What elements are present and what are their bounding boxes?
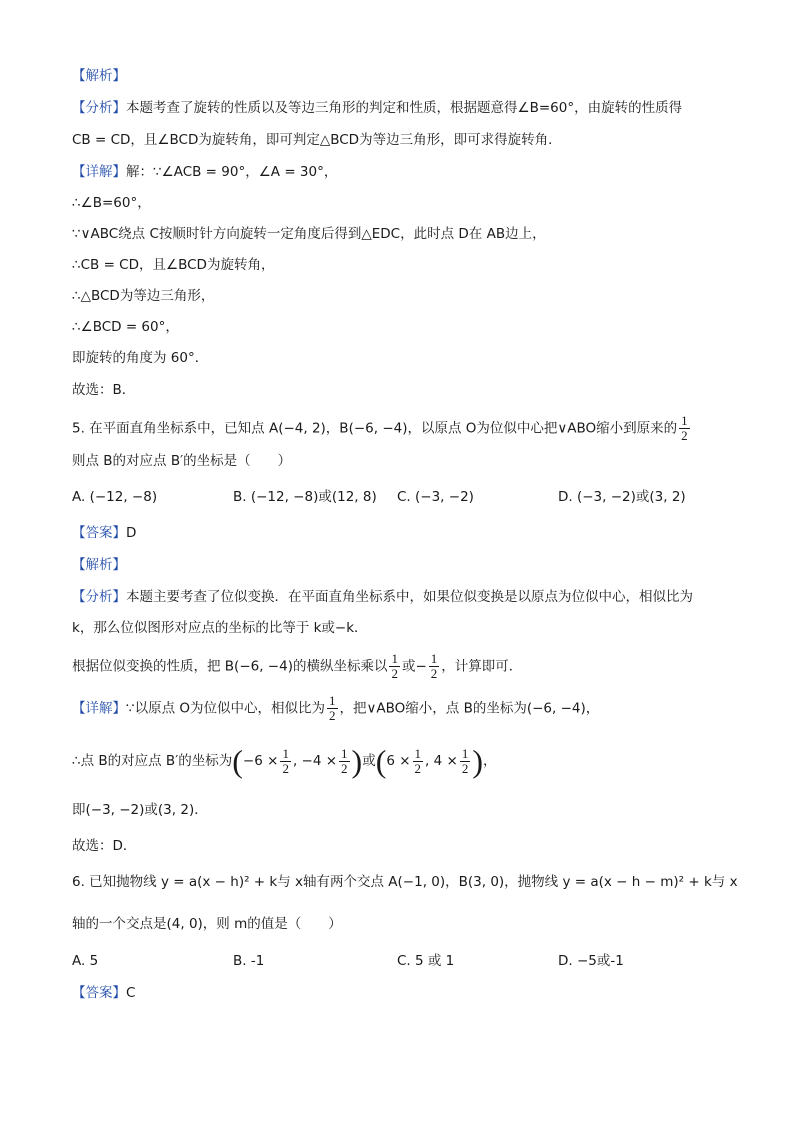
q4-detail-text-1: 解：∵∠ACB = 90°，∠A = 30°，	[126, 164, 338, 180]
q6-option-c[interactable]: C. 5 或 1	[397, 953, 455, 969]
q6-option-b[interactable]: B. -1	[233, 953, 265, 969]
q5-analysis-text-1: 本题主要考查了位似变换．在平面直角坐标系中，如果位似变换是以原点为位似中心，相似比为	[126, 589, 693, 605]
q5-choice: 故选：D．	[72, 838, 137, 854]
q4-step-angle-b: ∴∠B=60°，	[72, 195, 151, 211]
q6-stem-line-1: 6. 已知抛物线 y = a(x − h)² + k与 x轴有两个交点 A(−1, 0)，B(3, 0)，抛物线 y = a(x − h − m)² + k与 x	[72, 874, 738, 890]
analysis-heading: 【解析】	[72, 68, 126, 84]
q5-rule-frac-1-den: 2	[391, 666, 398, 681]
q5-calc-or: 或	[362, 753, 376, 769]
q5-calc-frac-3	[413, 747, 424, 776]
q5-calc-frac-1	[280, 747, 291, 776]
q5-calc-paren-close-2: )	[472, 743, 483, 779]
q5-calc-p1-b: , −4 ×	[292, 753, 338, 769]
q5-analysis-line-2: k，那么位似图形对应点的坐标的比等于 k或−k．	[72, 620, 368, 636]
q5-rule-text-c: ，计算即可．	[441, 658, 523, 675]
q5-half-den: 2	[681, 428, 688, 443]
q5-option-d[interactable]: D. (−3, −2)或(3, 2)	[558, 489, 686, 505]
q5-detail-text-b: ，把∨ABO缩小，点 B的坐标为(−6, −4)，	[339, 700, 600, 717]
q4-step-cb-cd: ∴CB = CD，且∠BCD为旋转角，	[72, 257, 275, 273]
q4-step-equilateral: ∴△BCD为等边三角形，	[72, 288, 215, 304]
q5-half-num: 1	[681, 413, 688, 428]
q6-option-a[interactable]: A. 5	[72, 953, 99, 969]
q5-calc-paren-open-2: (	[375, 743, 387, 779]
q5-calc-line	[72, 744, 734, 778]
q4-analysis-text-1: 本题考查了旋转的性质以及等边三角形的判定和性质，根据题意得∠B=60°，由旋转的性质得	[126, 100, 683, 116]
q5-analysis-tag: 【分析】	[72, 589, 126, 605]
q6-answer-tag: 【答案】	[72, 985, 126, 1001]
q6-stem-line-2: 轴的一个交点是(4, 0)，则 m的值是（ ）	[72, 916, 342, 932]
q5-rule-text-b: 或−	[401, 658, 427, 675]
q5-calc-frac-1-num: 1	[282, 745, 289, 761]
q5-detail-line-1	[72, 694, 734, 723]
q5-fraction-half	[679, 414, 690, 443]
q5-answer-line	[72, 523, 734, 543]
q5-stem-line-1	[72, 414, 734, 443]
q5-stem-line-2: 则点 B的对应点 B′的坐标是（ ）	[72, 453, 292, 469]
q6-option-d[interactable]: D. −5或-1	[558, 953, 624, 969]
q6-answer-line	[72, 983, 734, 1003]
q4-step-angle-bcd: ∴∠BCD = 60°，	[72, 319, 179, 335]
analysis-tag: 【分析】	[72, 100, 126, 116]
q4-step-rotation: ∵∨ABC绕点 C按顺时针方向旋转一定角度后得到△EDC，此时点 D在 AB边上，	[72, 226, 546, 242]
q4-detail-line-1	[72, 162, 734, 182]
q5-calc-frac-2-den: 2	[341, 760, 348, 776]
q4-choice: 故选：B．	[72, 382, 136, 398]
q6-answer-value: C	[126, 985, 136, 1001]
q5-rule-text-a: 根据位似变换的性质，把 B(−6, −4)的横纵坐标乘以	[72, 658, 388, 675]
q5-detail-frac-num: 1	[329, 693, 336, 708]
q5-analysis-line-1	[72, 587, 734, 607]
q5-result: 即(−3, −2)或(3, 2)．	[72, 802, 208, 818]
q5-rule-line	[72, 652, 734, 681]
q5-calc-p2-b: , 4 ×	[425, 753, 458, 769]
q5-option-a[interactable]: A. (−12, −8)	[72, 489, 158, 505]
q5-detail-frac-den: 2	[329, 708, 336, 723]
q5-calc-frac-2-num: 1	[341, 745, 348, 761]
q5-calc-p1-a: −6 ×	[242, 753, 279, 769]
q5-calc-frac-4-den: 2	[461, 760, 469, 776]
detail-tag: 【详解】	[72, 164, 126, 180]
q5-option-c[interactable]: C. (−3, −2)	[397, 489, 474, 505]
q5-option-b[interactable]: B. (−12, −8)或(12, 8)	[233, 489, 377, 505]
q5-rule-frac-2-den: 2	[430, 666, 438, 681]
q4-analysis-line-1	[72, 98, 734, 118]
q5-calc-frac-3-den: 2	[414, 760, 422, 776]
q5-calc-p2-a: 6 ×	[386, 753, 411, 769]
q5-detail-text-a: ∵以原点 O为位似中心，相似比为	[126, 700, 326, 717]
q5-calc-paren-close-1: )	[351, 743, 363, 779]
q5-rule-frac-2	[429, 652, 440, 681]
q5-detail-frac	[327, 694, 338, 723]
q5-calc-text-a: ∴点 B的对应点 B′的坐标为	[72, 753, 233, 769]
q5-calc-paren-open-1: (	[232, 743, 243, 779]
q5-calc-frac-3-num: 1	[414, 745, 422, 761]
answer-tag: 【答案】	[72, 525, 126, 541]
q5-calc-frac-2	[339, 747, 350, 776]
q5-rule-frac-2-num: 1	[430, 651, 438, 666]
q5-answer-value: D	[126, 525, 137, 541]
q5-stem-text-1: 5. 在平面直角坐标系中，已知点 A(−4, 2)，B(−6, −4)，以原点 O为位似中心把∨ABO缩小到原来的	[72, 420, 678, 437]
q5-rule-frac-1-num: 1	[391, 651, 398, 666]
q5-detail-tag: 【详解】	[72, 700, 126, 717]
q5-calc-end: ，	[482, 753, 497, 769]
q4-analysis-line-2: CB = CD，且∠BCD为旋转角，即可判定△BCD为等边三角形，即可求得旋转角．	[72, 132, 562, 148]
q4-step-conclusion: 即旋转的角度为 60°．	[72, 350, 209, 366]
q5-calc-frac-4-num: 1	[461, 745, 469, 761]
q5-rule-frac-1	[389, 652, 400, 681]
q5-calc-frac-1-den: 2	[282, 760, 289, 776]
q5-calc-frac-4	[460, 747, 471, 776]
q5-analysis-heading: 【解析】	[72, 557, 126, 573]
